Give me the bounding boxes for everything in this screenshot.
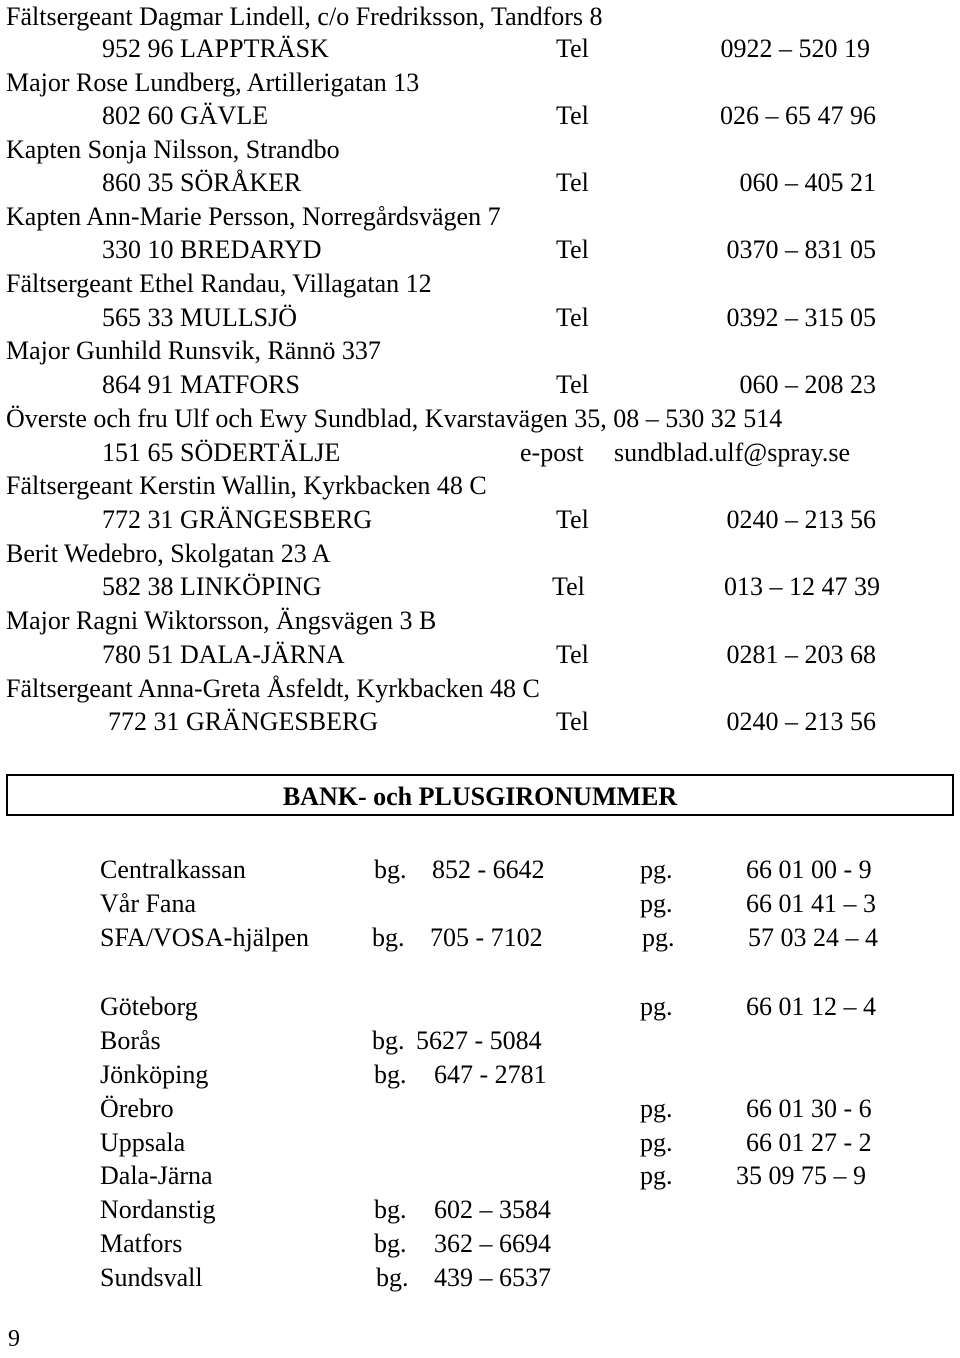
plusgiro-number: 66 01 30 - 6 — [746, 1094, 872, 1123]
plusgiro-label: pg. — [640, 992, 673, 1021]
contact-name-line: Fältsergeant Anna-Greta Åsfeldt, Kyrkbacken 48 C — [6, 674, 540, 703]
contact-phone-label: Tel — [556, 34, 589, 63]
contact-phone-number: 060 – 208 23 — [739, 370, 876, 399]
contact-phone-label: Tel — [556, 707, 589, 736]
contact-city-line: 565 33 MULLSJÖ — [102, 303, 298, 332]
plusgiro-number: 66 01 12 – 4 — [746, 992, 876, 1021]
plusgiro-label: pg. — [640, 1094, 673, 1123]
contact-name-line: Kapten Sonja Nilsson, Strandbo — [6, 135, 340, 164]
bank-name: Vår Fana — [100, 889, 197, 918]
contact-city-line: 772 31 GRÄNGESBERG — [102, 505, 373, 534]
contact-email-address[interactable]: sundblad.ulf@spray.se — [614, 438, 850, 467]
contact-phone-label: Tel — [556, 505, 589, 534]
contact-city-line: 151 65 SÖDERTÄLJE — [102, 438, 341, 467]
bankgiro-number: 5627 - 5084 — [416, 1026, 542, 1055]
plusgiro-number: 35 09 75 – 9 — [736, 1161, 866, 1190]
page-number: 9 — [8, 1326, 20, 1352]
contact-phone-label: Tel — [556, 168, 589, 197]
bank-name: Jönköping — [100, 1060, 209, 1089]
bankgiro-number: 602 – 3584 — [434, 1195, 551, 1224]
plusgiro-label: pg. — [640, 1128, 673, 1157]
section-title: BANK- och PLUSGIRONUMMER — [6, 774, 954, 816]
contact-phone-number: 0240 – 213 56 — [726, 707, 876, 736]
bank-name: SFA/VOSA-hjälpen — [100, 923, 309, 952]
contact-city-line: 772 31 GRÄNGESBERG — [108, 707, 379, 736]
plusgiro-number: 66 01 27 - 2 — [746, 1128, 872, 1157]
contact-phone-label: Tel — [556, 370, 589, 399]
bankgiro-label: bg. — [374, 1195, 407, 1224]
contact-phone-number: 013 – 12 47 39 — [724, 572, 880, 601]
contact-phone-number: 060 – 405 21 — [739, 168, 876, 197]
contact-name-line: Major Gunhild Runsvik, Rännö 337 — [6, 336, 381, 365]
contact-name-line: Överste och fru Ulf och Ewy Sundblad, Kvarstavägen 35, 08 – 530 32 514 — [6, 404, 783, 433]
bank-name: Göteborg — [100, 992, 198, 1021]
contact-phone-label: Tel — [552, 572, 585, 601]
contact-name-line: Major Rose Lundberg, Artillerigatan 13 — [6, 68, 420, 97]
contact-phone-label: Tel — [556, 101, 589, 130]
bankgiro-number: 705 - 7102 — [430, 923, 543, 952]
plusgiro-label: pg. — [640, 1161, 673, 1190]
bankgiro-label: bg. — [374, 1060, 407, 1089]
bankgiro-label: bg. — [374, 855, 407, 884]
bankgiro-label: bg. — [376, 1263, 409, 1292]
bankgiro-number: 647 - 2781 — [434, 1060, 547, 1089]
contact-city-line: 780 51 DALA-JÄRNA — [102, 640, 345, 669]
plusgiro-label: pg. — [642, 923, 675, 952]
bank-name: Borås — [100, 1026, 161, 1055]
bankgiro-label: bg. — [372, 923, 405, 952]
contact-city-line: 802 60 GÄVLE — [102, 101, 269, 130]
contact-phone-label: Tel — [556, 303, 589, 332]
bank-name: Nordanstig — [100, 1195, 216, 1224]
contact-phone-number: 026 – 65 47 96 — [720, 101, 876, 130]
contact-phone-number: 0392 – 315 05 — [726, 303, 876, 332]
contact-name-line: Berit Wedebro, Skolgatan 23 A — [6, 539, 331, 568]
contact-name-line: Kapten Ann-Marie Persson, Norregårdsvägen 7 — [6, 202, 501, 231]
bank-name: Uppsala — [100, 1128, 186, 1157]
contact-phone-number: 0370 – 831 05 — [726, 235, 876, 264]
contact-phone-number: 0240 – 213 56 — [726, 505, 876, 534]
contact-name-line: Fältsergeant Kerstin Wallin, Kyrkbacken 48 C — [6, 471, 487, 500]
plusgiro-number: 57 03 24 – 4 — [748, 923, 878, 952]
bankgiro-label: bg. — [374, 1229, 407, 1258]
contact-city-line: 330 10 BREDARYD — [102, 235, 322, 264]
bank-name: Örebro — [100, 1094, 174, 1123]
bank-name: Dala-Järna — [100, 1161, 213, 1190]
plusgiro-number: 66 01 41 – 3 — [746, 889, 876, 918]
contact-city-line: 582 38 LINKÖPING — [102, 572, 322, 601]
contact-phone-number: 0922 – 520 19 — [720, 34, 870, 63]
contact-city-line: 860 35 SÖRÅKER — [102, 168, 302, 197]
plusgiro-label: pg. — [640, 855, 673, 884]
plusgiro-label: pg. — [640, 889, 673, 918]
contact-phone-number: 0281 – 203 68 — [726, 640, 876, 669]
bank-name: Sundsvall — [100, 1263, 203, 1292]
contact-city-line: 952 96 LAPPTRÄSK — [102, 34, 329, 63]
bankgiro-number: 439 – 6537 — [434, 1263, 551, 1292]
contact-email-label: e-post — [520, 438, 584, 467]
contact-name-line: Fältsergeant Dagmar Lindell, c/o Fredriksson, Tandfors 8 — [6, 2, 603, 31]
bankgiro-label: bg. — [372, 1026, 405, 1055]
contact-name-line: Major Ragni Wiktorsson, Ängsvägen 3 B — [6, 606, 437, 635]
contact-phone-label: Tel — [556, 640, 589, 669]
contact-city-line: 864 91 MATFORS — [102, 370, 300, 399]
bankgiro-number: 852 - 6642 — [432, 855, 545, 884]
contact-name-line: Fältsergeant Ethel Randau, Villagatan 12 — [6, 269, 432, 298]
bankgiro-number: 362 – 6694 — [434, 1229, 551, 1258]
plusgiro-number: 66 01 00 - 9 — [746, 855, 872, 884]
bank-name: Centralkassan — [100, 855, 246, 884]
contact-phone-label: Tel — [556, 235, 589, 264]
bank-name: Matfors — [100, 1229, 183, 1258]
